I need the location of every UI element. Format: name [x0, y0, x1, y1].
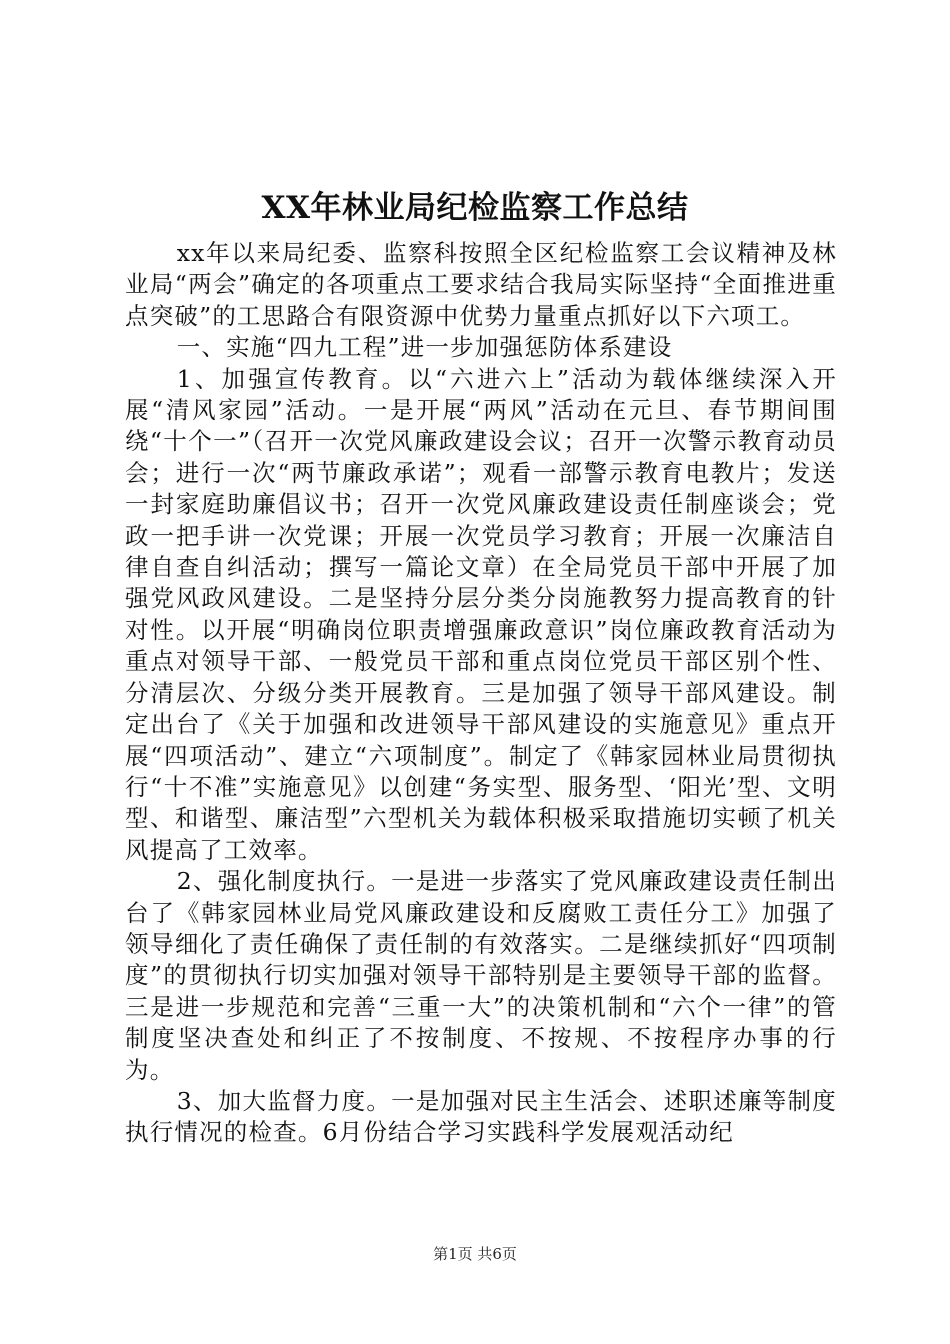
- page-footer: 第1页 共6页: [433, 1245, 517, 1263]
- paragraph-item-3: 3、加大监督力度。一是加强对民主生活会、述职述廉等制度执行情况的检查。6月份结合学习实践科学发展观活动纪: [125, 1086, 837, 1147]
- section-heading-1: 一、实施“四九工程”进一步加强惩防体系建设: [176, 333, 673, 362]
- paragraph-item-2: 2、强化制度执行。一是进一步落实了党风廉政建设责任制出台了《韩家园林业局党风廉政建设和反腐败工责任分工》加强了领导细化了责任确保了责任制的有效落实。二是继续抓好“四项制度”的贯彻执行切实加强对领导干部特别是主要领导干部的监督。三是进一步规范和完善“三重一大”的决策机制和“六个一律”的管制度坚决查处和纠正了不按制度、不按规、不按程序办事的行为。: [125, 867, 837, 1084]
- paragraph-intro: xx年以来局纪委、监察科按照全区纪检监察工会议精神及林业局“两会”确定的各项重点工要求结合我局实际坚持“全面推进重点突破”的工思路合有限资源中优势力量重点抓好以下六项工。: [125, 239, 837, 330]
- document-title: XX年林业局纪检监察工作总结: [261, 190, 689, 226]
- paragraph-item-1: 1、加强宣传教育。以“六进六上”活动为载体继续深入开展“清风家园”活动。一是开展“两风”活动在元旦、春节期间围绕“十个一”（召开一次党风廉政建设会议；召开一次警示教育动员会；进行一次“两节廉政承诺”；观看一部警示教育电教片；发送一封家庭助廉倡议书；召开一次党风廉政建设责任制座谈会；党政一把手讲一次党课；开展一次党员学习教育；开展一次廉洁自律自查自纠活动；撰写一篇论文章）在全局党员干部中开展了加强党风政风建设。二是坚持分层分类分岗施教努力提高教育的针对性。以开展“明确岗位职责增强廉政意识”岗位廉政教育活动为重点对领导干部、一般党员干部和重点岗位党员干部区别个性、分清层次、分级分类开展教育。三是加强了领导干部风建设。制定出台了《关于加强和改进领导干部风建设的实施意见》重点开展“四项活动”、建立“六项制度”。制定了《韩家园林业局贯彻执行“十不准”实施意见》以创建“务实型、服务型、‘阳光’型、文明型、和谐型、廉洁型”六型机关为载体积极采取措施切实顿了机关风提高了工效率。: [125, 364, 837, 864]
- document-body: [125, 238, 837, 1149]
